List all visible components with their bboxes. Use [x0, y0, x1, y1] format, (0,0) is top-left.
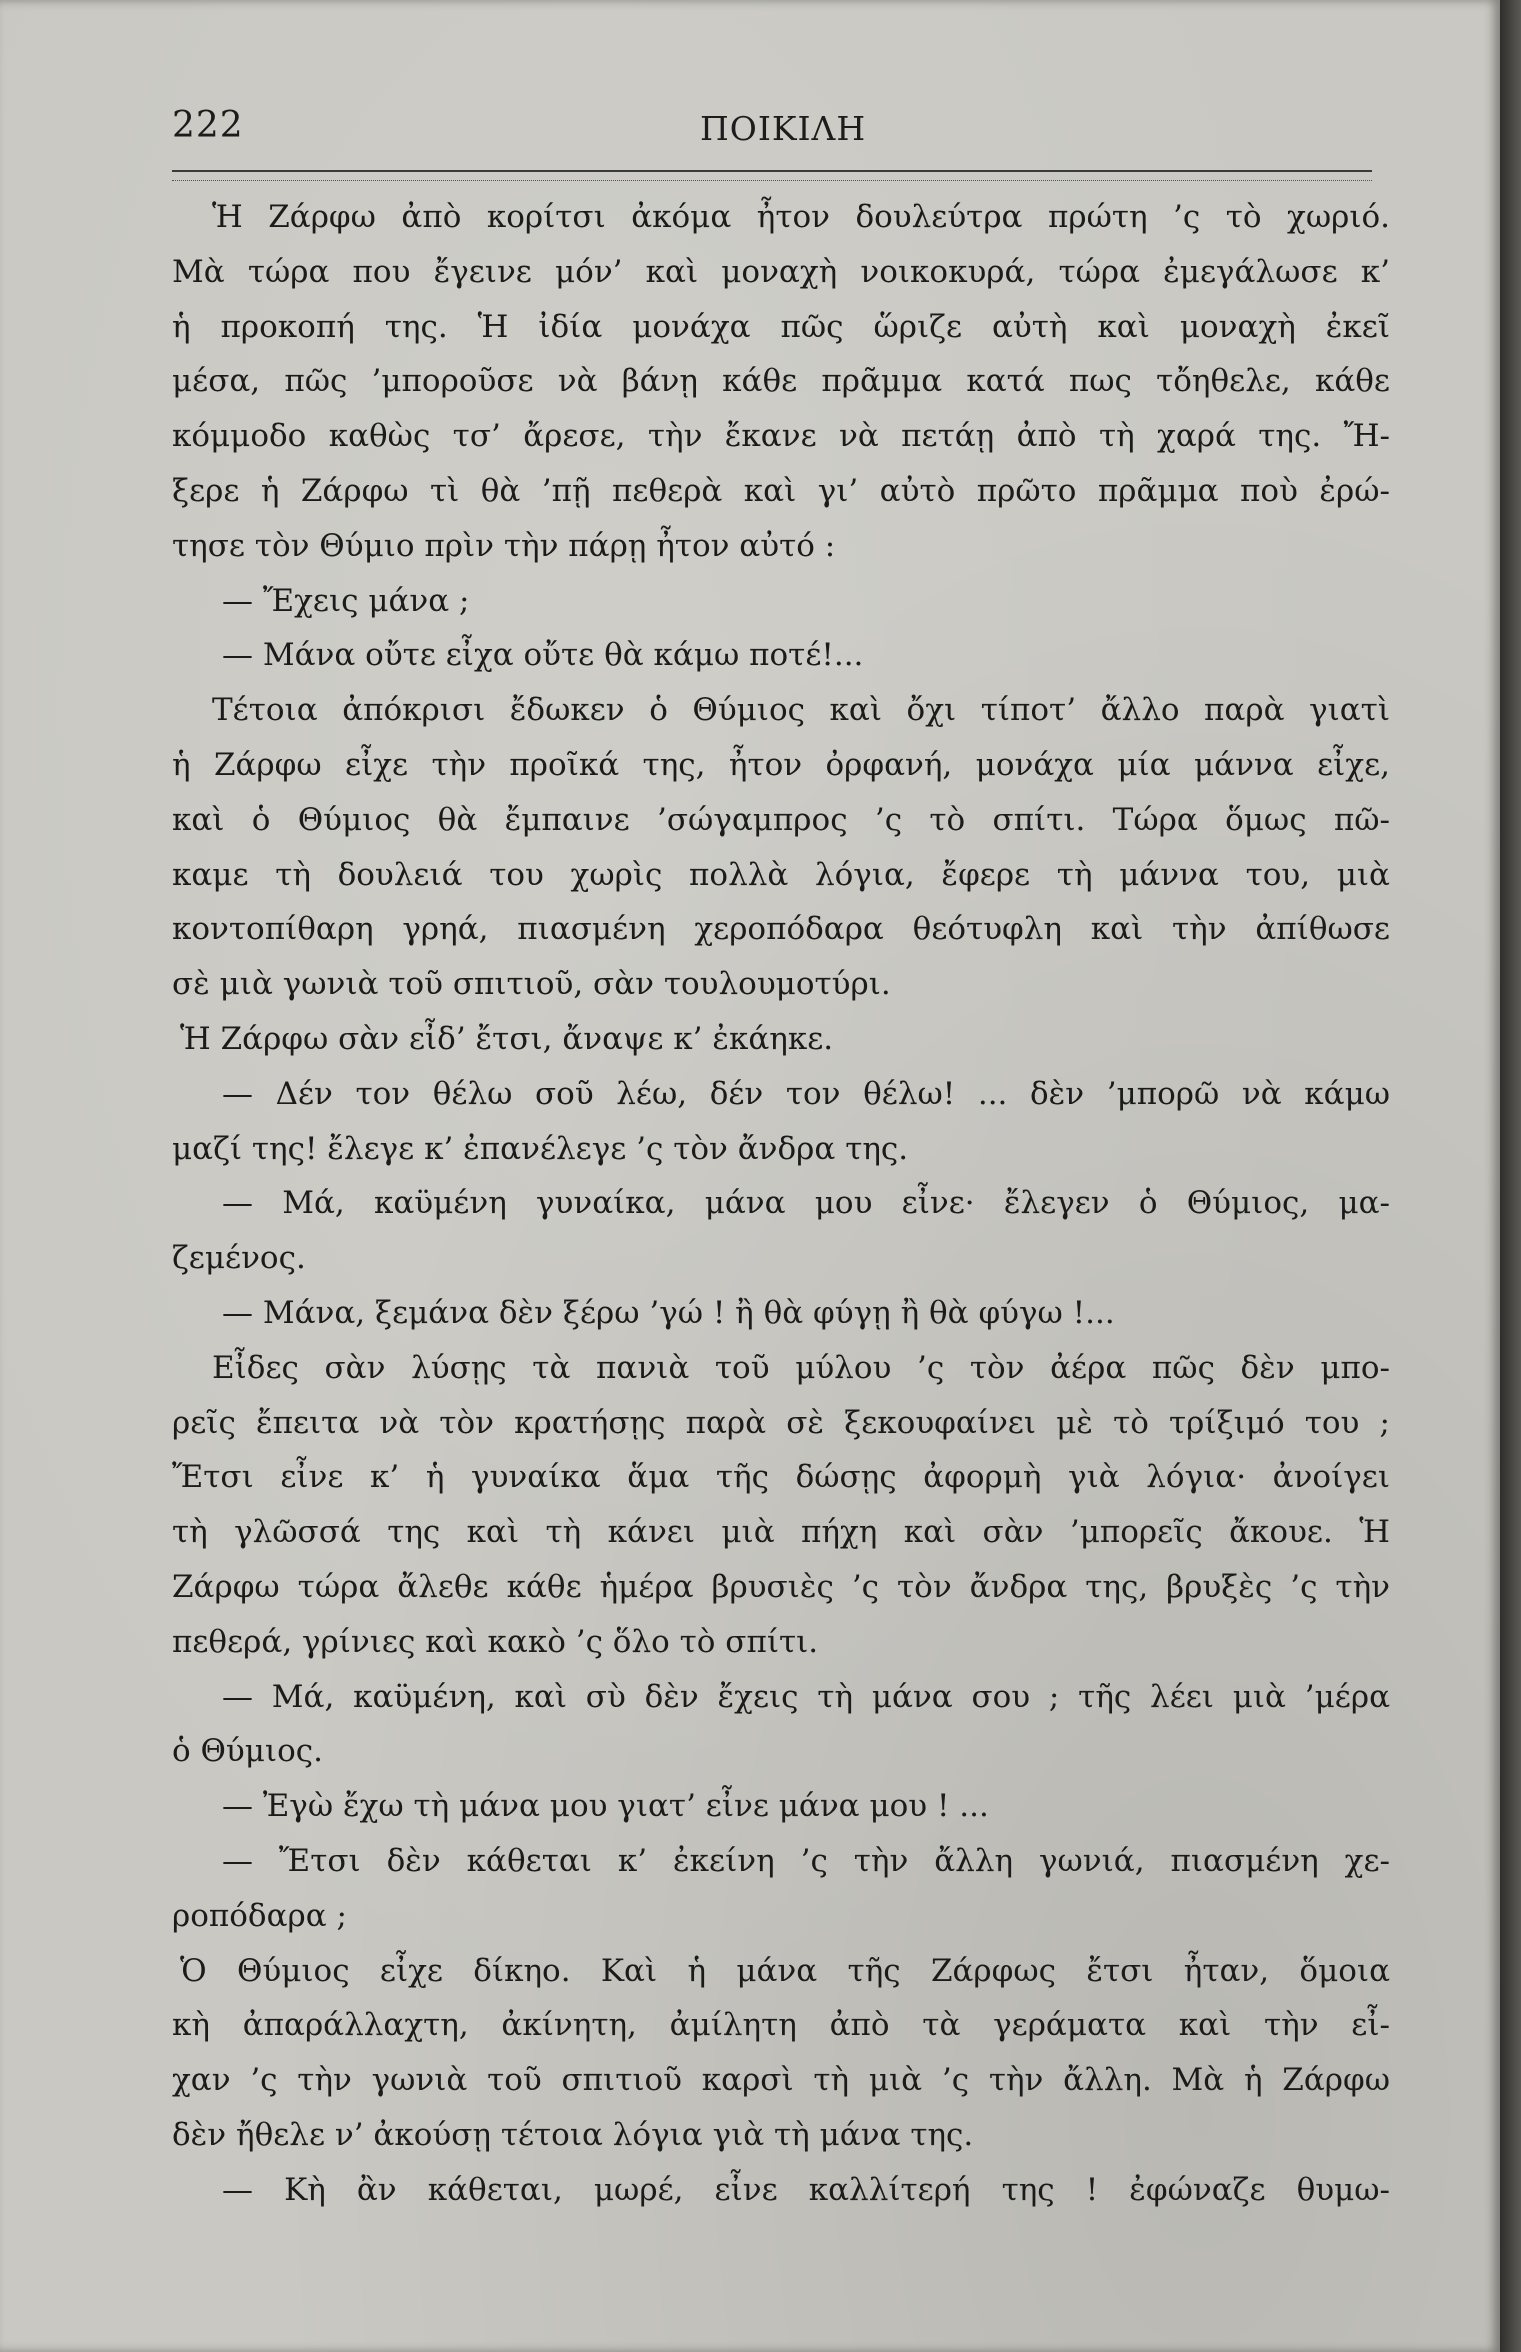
dialogue-line: — Μάνα, ξεμάνα δὲν ξέρω ’γώ ! ἢ θὰ φύγῃ ἢ θὰ φύγω !... — [222, 1294, 1115, 1331]
text-line: μαζί της! ἔλεγε κ’ ἐπανέλεγε ’ς τὸν ἄνδρα της. — [172, 1130, 909, 1167]
text-line: Ζάρφω τώρα ἄλεθε κάθε ἡμέρα βρυσιὲς ’ς τὸν ἄνδρα της, βρυξὲς ’ς τὴν — [172, 1568, 1390, 1605]
text-line: ρεῖς ἔπειτα νὰ τὸν κρατήσῃς παρὰ σὲ ξεκουφαίνει μὲ τὸ τρίξιμό του ; — [172, 1404, 1390, 1441]
text-line: ἡ προκοπή της. Ἡ ἰδία μονάχα πῶς ὥριζε αὐτὴ καὶ μοναχὴ ἐκεῖ — [172, 308, 1390, 345]
dialogue-line: — Ἔτσι δὲν κάθεται κ’ ἐκείνη ’ς τὴν ἄλλη γωνιά, πιασμένη χε- — [222, 1842, 1390, 1879]
dialogue-line: — Ἔχεις μάνα ; — [222, 582, 470, 619]
text-line: δὲν ἤθελε ν’ ἀκούσῃ τέτοια λόγια γιὰ τὴ μάνα της. — [172, 2116, 974, 2153]
text-line: κοντοπίθαρη γρηά, πιασμένη χεροπόδαρα θεότυφλη καὶ τὴν ἀπίθωσε — [172, 911, 1390, 948]
dialogue-line: — Ἐγὼ ἔχω τὴ μάνα μου γιατ’ εἶνε μάνα μου ! ... — [222, 1788, 989, 1825]
page-header — [172, 105, 1372, 165]
text-line: καμε τὴ δουλειά του χωρὶς πολλὰ λόγια, ἔφερε τὴ μάννα του, μιὰ — [172, 856, 1390, 893]
text-line: Ἡ Ζάρφω ἀπὸ κορίτσι ἀκόμα ἦτον δουλεύτρα πρώτη ’ς τὸ χωριό. — [212, 199, 1390, 235]
text-line: χαν ’ς τὴν γωνιὰ τοῦ σπιτιοῦ καρσὶ τὴ μιὰ ’ς τὴν ἄλλη. Μὰ ἡ Ζάρφω — [172, 2062, 1390, 2099]
page-edge-shadow — [1500, 0, 1521, 2352]
text-line: Μὰ τώρα που ἔγεινε μόν’ καὶ μοναχὴ νοικοκυρά, τώρα ἐμεγάλωσε κ’ — [172, 253, 1390, 290]
text-line: ζεμένος. — [172, 1240, 306, 1277]
text-line: κὴ ἀπαράλλαχτη, ἀκίνητη, ἀμίλητη ἀπὸ τὰ γεράματα καὶ τὴν εἶ- — [172, 2007, 1390, 2044]
text-line: Τέτοια ἀπόκρισι ἔδωκεν ὁ Θύμιος καὶ ὄχι τίποτ’ ἄλλο παρὰ γιατὶ — [212, 692, 1390, 729]
text-line: ροπόδαρα ; — [172, 1897, 347, 1934]
text-line: πεθερά, γρίνιες καὶ κακὸ ’ς ὅλο τὸ σπίτι. — [172, 1623, 819, 1660]
text-line: ξερε ἡ Ζάρφω τὶ θὰ ’πῇ πεθερὰ καὶ γι’ αὐτὸ πρῶτο πρᾶμμα ποὺ ἐρώ- — [172, 472, 1390, 509]
text-line: τὴ γλῶσσά της καὶ τὴ κάνει μιὰ πήχη καὶ σὰν ’μπορεῖς ἄκουε. Ἡ — [172, 1514, 1390, 1551]
body-text — [172, 190, 1390, 2217]
text-line: μέσα, πῶς ’μποροῦσε νὰ βάνῃ κάθε πρᾶμμα κατά πως τὄηθελε, κάθε — [172, 363, 1390, 400]
text-line: Ἔτσι εἶνε κ’ ἡ γυναίκα ἅμα τῆς δώσῃς ἀφορμὴ γιὰ λόγια· ἀνοίγει — [172, 1459, 1390, 1496]
dialogue-line: — Κὴ ἂν κάθεται, μωρέ, εἶνε καλλίτερή της ! ἐφώναζε θυμω- — [222, 2171, 1390, 2208]
header-rule — [172, 170, 1372, 181]
dialogue-line: — Μά, καϋμένη γυναίκα, μάνα μου εἶνε· ἔλεγεν ὁ Θύμιος, μα- — [222, 1185, 1390, 1222]
running-title: ΠΟΙΚΙΛΗ — [700, 109, 867, 148]
dialogue-line: — Δέν τον θέλω σοῦ λέω, δέν τον θέλω! ... δὲν ’μπορῶ νὰ κάμω — [222, 1075, 1390, 1112]
text-line: κόμμοδο καθὼς τσ’ ἄρεσε, τὴν ἔκανε νὰ πετάῃ ἀπὸ τὴ χαρά της. Ἤ- — [172, 418, 1390, 455]
text-line: ἡ Ζάρφω εἶχε τὴν προῖκά της, ἦτον ὀρφανή, μονάχα μία μάννα εἶχε, — [172, 746, 1390, 783]
page-number: 222 — [172, 105, 244, 146]
text-line: ὁ Θύμιος. — [172, 1733, 323, 1770]
dialogue-line: — Μά, καϋμένη, καὶ σὺ δὲν ἔχεις τὴ μάνα σου ; τῆς λέει μιὰ ’μέρα — [222, 1678, 1390, 1715]
dialogue-line: — Μάνα οὔτε εἶχα οὔτε θὰ κάμω ποτέ!... — [222, 637, 864, 674]
text-line: Εἶδες σὰν λύσῃς τὰ πανιὰ τοῦ μύλου ’ς τὸν ἀέρα πῶς δὲν μπο- — [212, 1349, 1390, 1386]
text-line: Ἡ Ζάρφω σὰν εἶδ’ ἔτσι, ἄναψε κ’ ἐκάηκε. — [180, 1020, 834, 1057]
text-line: σὲ μιὰ γωνιὰ τοῦ σπιτιοῦ, σὰν τουλουμοτύρι. — [172, 966, 891, 1003]
text-line: τησε τὸν Θύμιο πρὶν τὴν πάρῃ ἦτον αὐτό : — [172, 527, 836, 564]
text-line: Ὁ Θύμιος εἶχε δίκηο. Καὶ ἡ μάνα τῆς Ζάρφως ἔτσι ἦταν, ὅμοια — [180, 1952, 1390, 1989]
text-line: καὶ ὁ Θύμιος θὰ ἔμπαινε ’σώγαμπρος ’ς τὸ σπίτι. Τώρα ὅμως πῶ- — [172, 801, 1390, 838]
